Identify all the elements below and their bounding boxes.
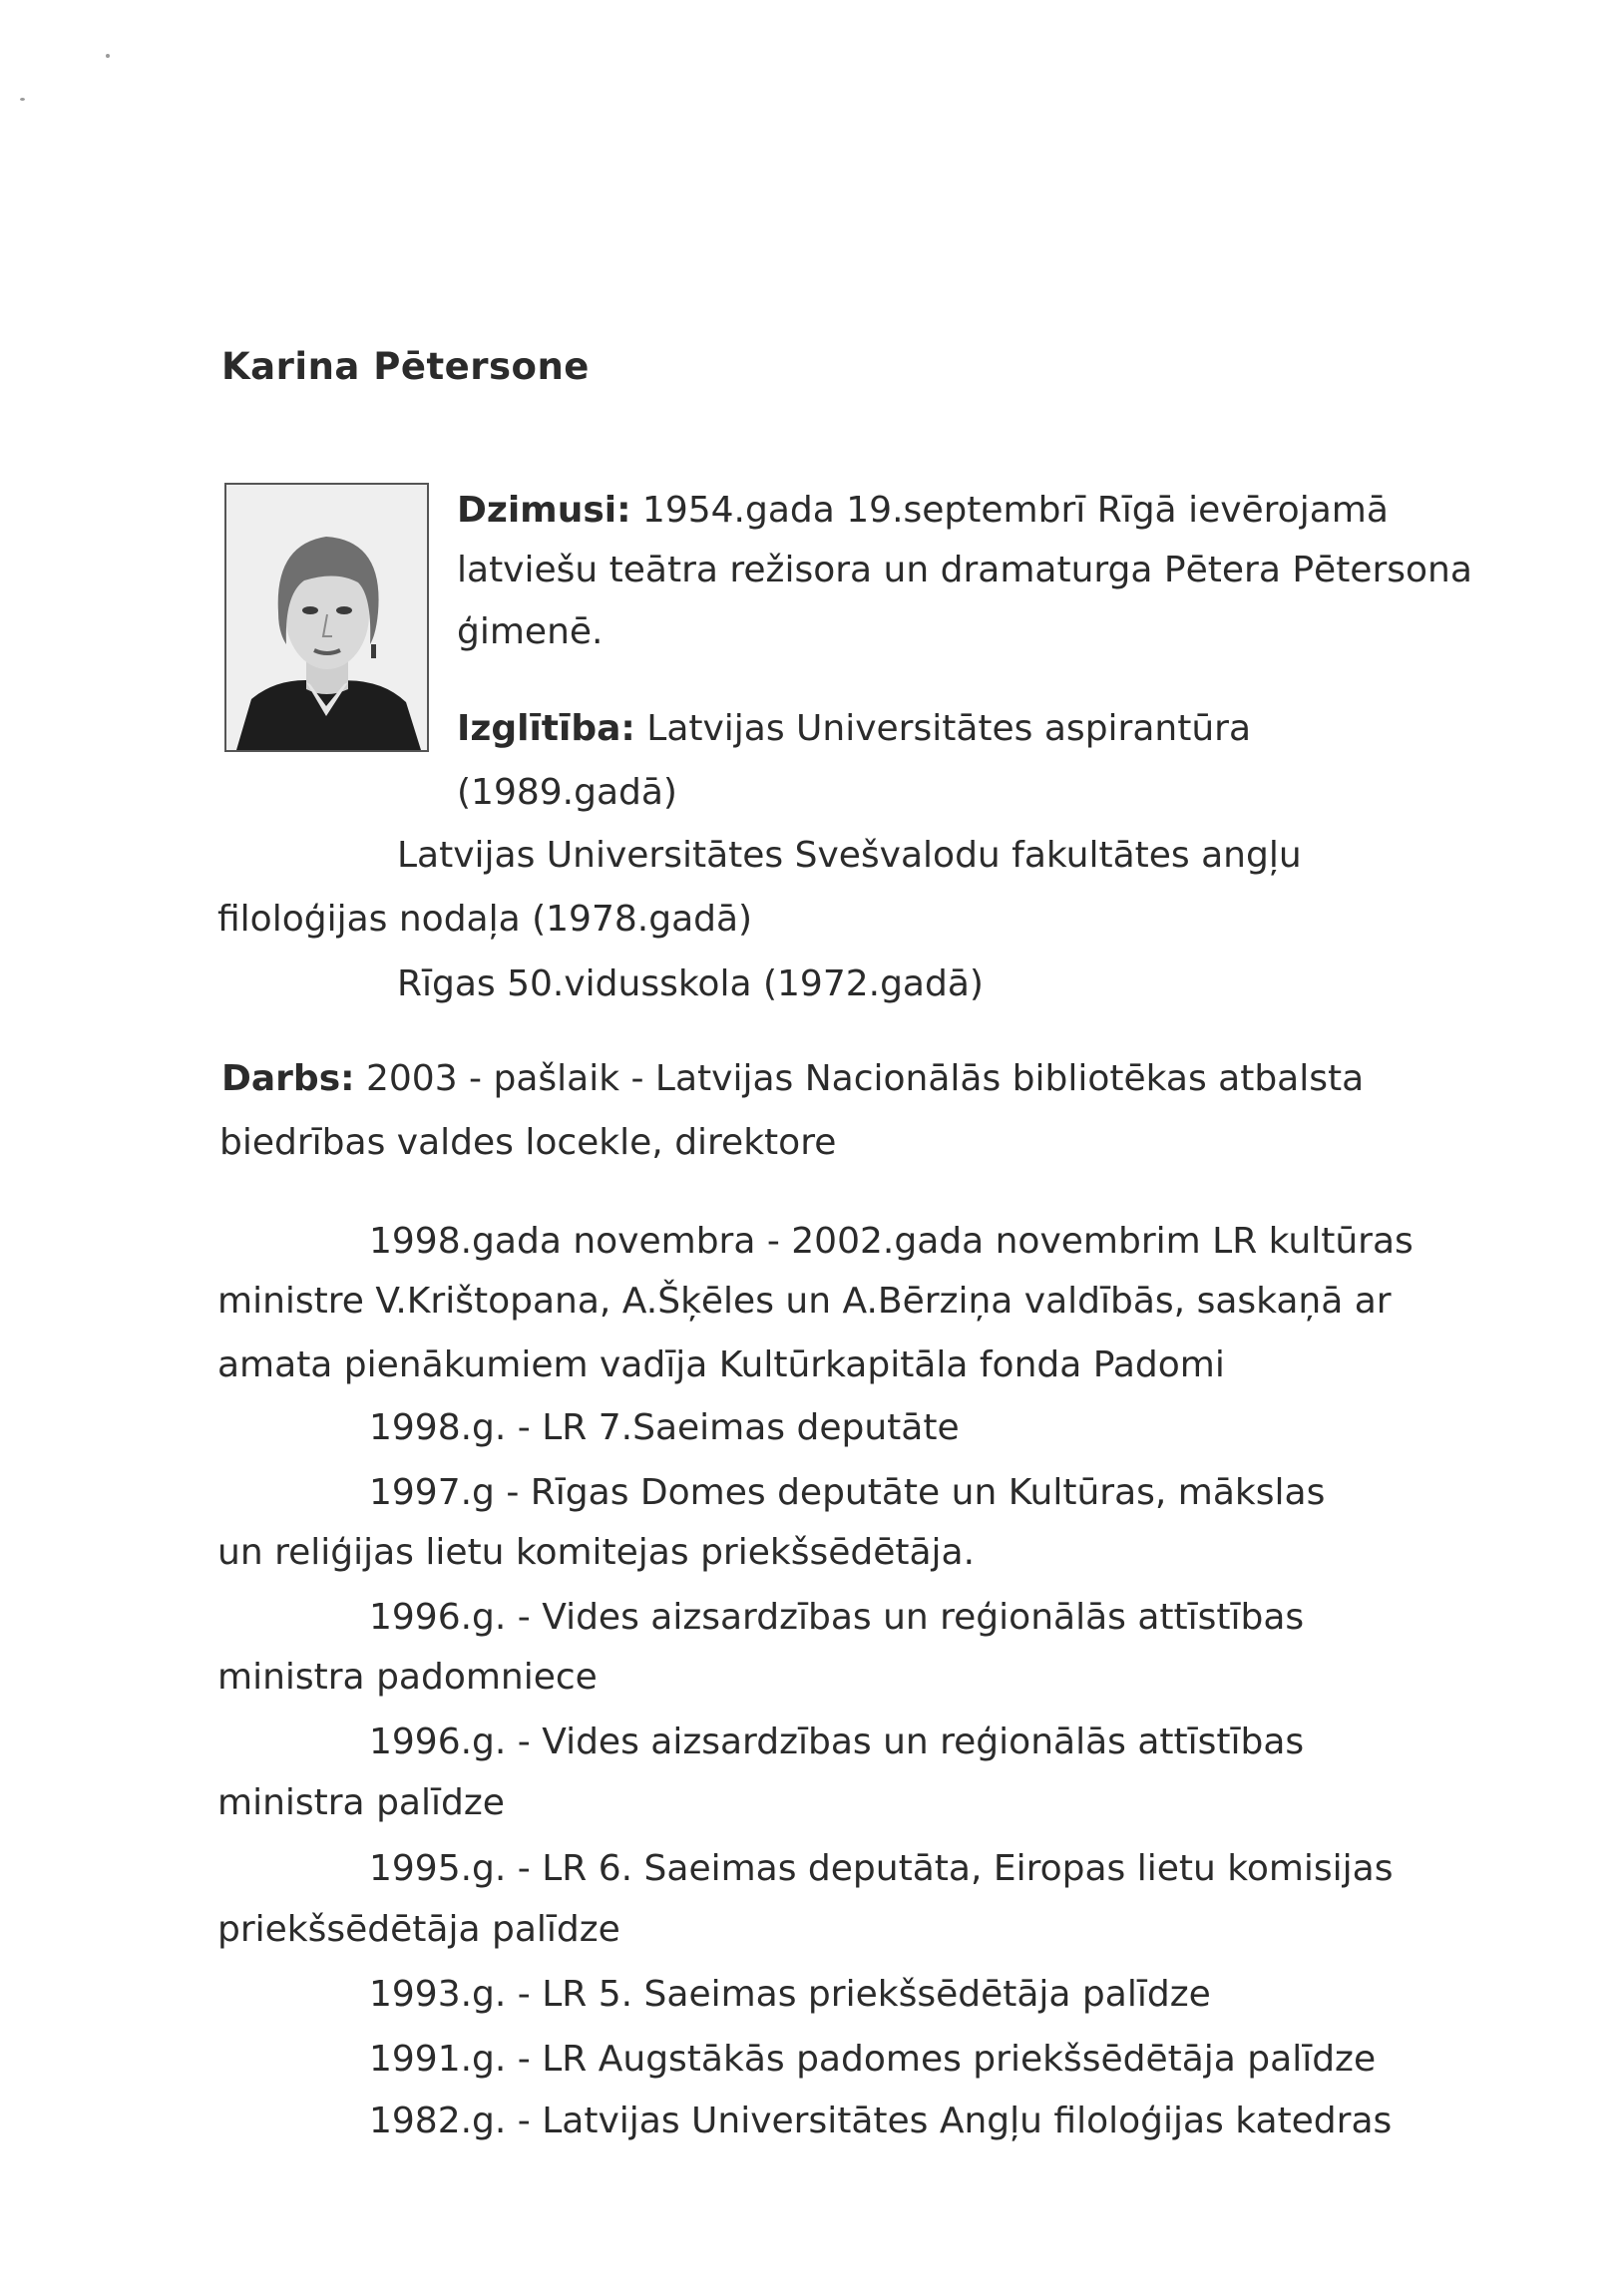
- education-line-2: (1989.gadā): [457, 772, 677, 813]
- work-entry: 1982.g. - Latvijas Universitātes Angļu filoloģijas katedras: [369, 2101, 1393, 2141]
- birth-label: Dzimusi:: [457, 490, 631, 531]
- work-entry: 1996.g. - Vides aizsardzības un reģionālās attīstības: [369, 1722, 1305, 1762]
- birth-line-2: latviešu teātra režisora un dramaturga Pētera Pētersona: [457, 550, 1472, 590]
- scan-speck: [20, 98, 25, 101]
- education-line-3: Latvijas Universitātes Svešvalodu fakultātes angļu: [397, 835, 1302, 876]
- work-entry: 1995.g. - LR 6. Saeimas deputāta, Eiropas lietu komisijas: [369, 1848, 1394, 1889]
- scan-speck: [106, 54, 110, 58]
- birth-text: 1954.gada 19.septembrī Rīgā ievērojamā: [630, 490, 1389, 531]
- work-entry: 1991.g. - LR Augstākās padomes priekšsēdētāja palīdze: [369, 2039, 1377, 2080]
- work-entry: priekšsēdētāja palīdze: [217, 1909, 620, 1950]
- work-entry: 1996.g. - Vides aizsardzības un reģionālās attīstības: [369, 1597, 1305, 1638]
- education-line-5: Rīgas 50.vidusskola (1972.gadā): [397, 963, 984, 1004]
- work-entry: ministre V.Krištopana, A.Šķēles un A.Bērziņa valdībās, saskaņā ar: [217, 1281, 1392, 1322]
- work-label: Darbs:: [221, 1058, 355, 1099]
- work-entry: 1993.g. - LR 5. Saeimas priekšsēdētāja palīdze: [369, 1974, 1211, 2015]
- page-title: Karina Pētersone: [221, 345, 590, 388]
- work-entry: un reliģijas lietu komitejas priekšsēdētāja.: [217, 1532, 976, 1573]
- work-entry: ministra palīdze: [217, 1782, 505, 1823]
- work-text: 2003 - pašlaik - Latvijas Nacionālās bibliotēkas atbalsta: [354, 1058, 1365, 1099]
- work-entry: 1998.g. - LR 7.Saeimas deputāte: [369, 1407, 960, 1448]
- work-line-1: [221, 1057, 1364, 1101]
- work-entry: ministra padomniece: [217, 1657, 598, 1698]
- portrait-image: [226, 485, 427, 750]
- work-entry: 1998.gada novembra - 2002.gada novembrim LR kultūras: [369, 1221, 1414, 1262]
- work-entry: 1997.g - Rīgas Domes deputāte un Kultūras, mākslas: [369, 1472, 1326, 1513]
- portrait-photo: [224, 483, 429, 752]
- education-line-4: filoloģijas nodaļa (1978.gadā): [217, 899, 753, 940]
- education-label: Izglītība:: [457, 708, 635, 749]
- education-text: Latvijas Universitātes aspirantūra: [634, 708, 1252, 749]
- education-line-1: [457, 707, 1251, 751]
- work-line-2: biedrības valdes locekle, direktore: [219, 1122, 837, 1163]
- birth-line-3: ģimenē.: [457, 611, 604, 652]
- birth-line-1: [457, 489, 1389, 533]
- work-entry: amata pienākumiem vadīja Kultūrkapitāla fonda Padomi: [217, 1344, 1225, 1385]
